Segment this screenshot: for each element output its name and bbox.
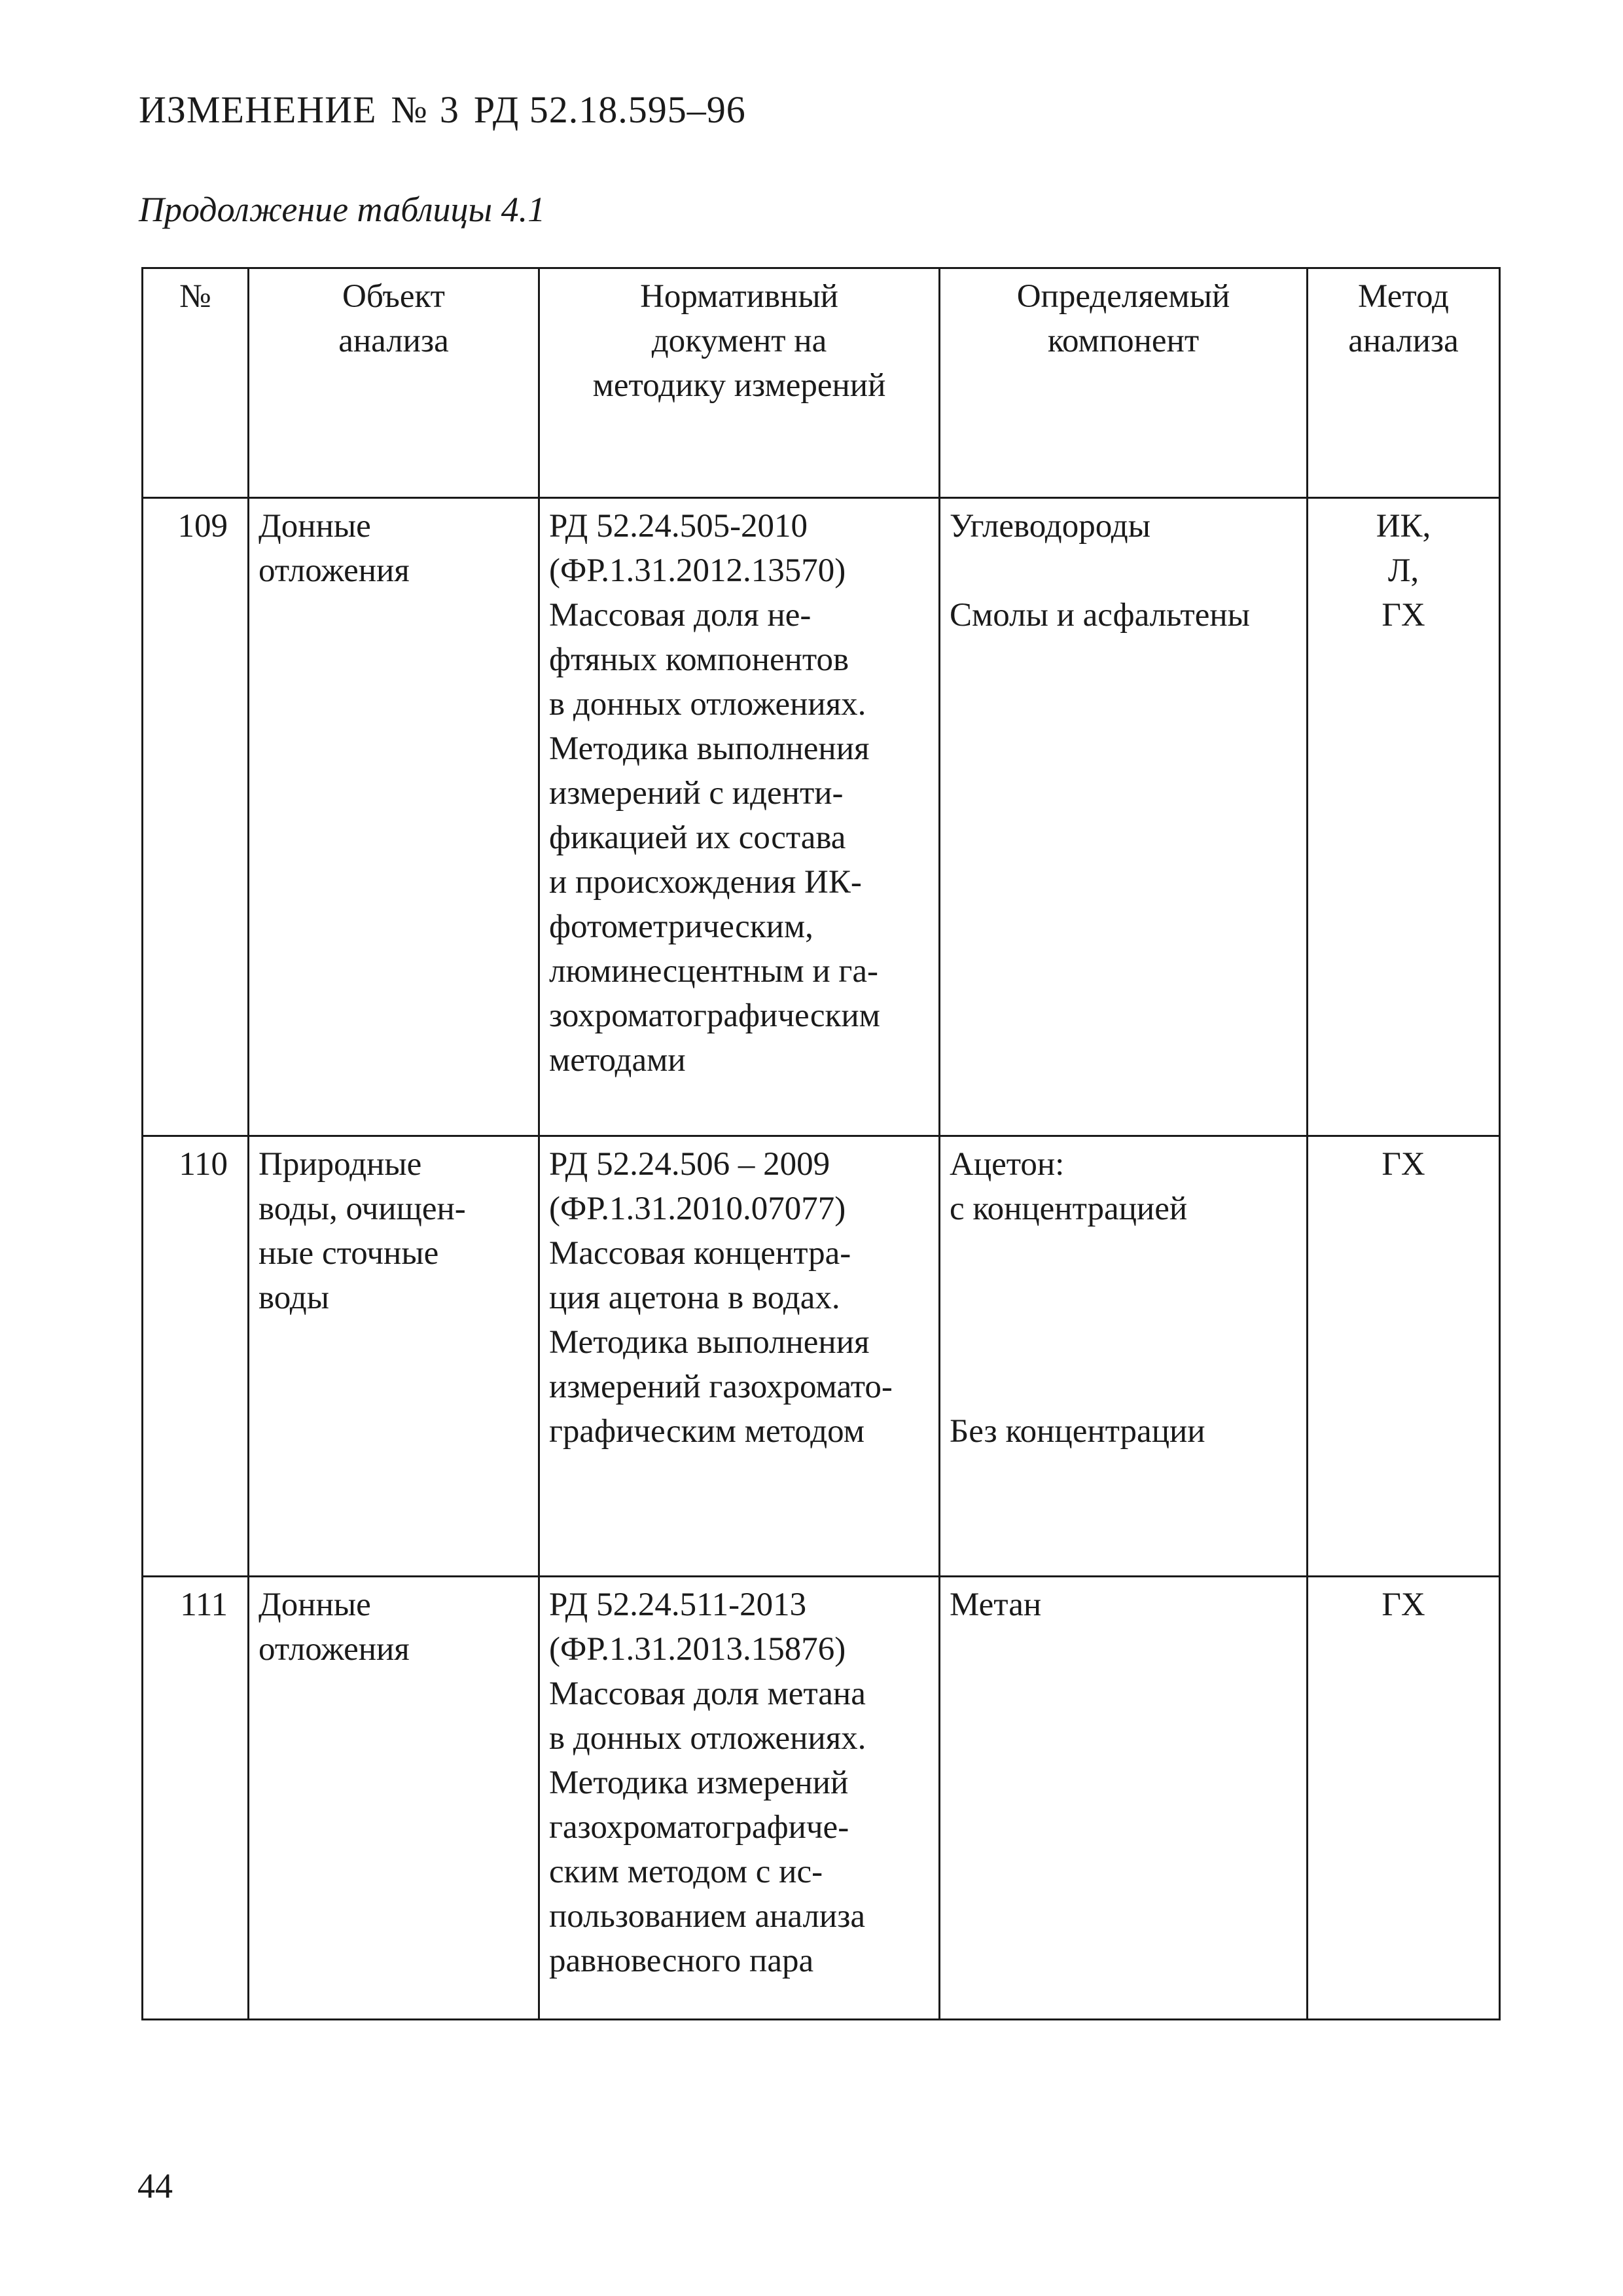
row-document: РД 52.24.506 – 2009 (ФР.1.31.2010.07077) Массовая концентра- ция ацетона в водах. Методика выполнения измерений газохромато- графическим методом (539, 1136, 940, 1577)
table-header-row (143, 268, 1500, 498)
row-number: 110 (143, 1136, 249, 1577)
table-row (143, 1577, 1500, 2020)
row-object: Донные отложения (249, 498, 539, 1136)
header-document-code: РД 52.18.595–96 (473, 88, 746, 131)
row-component: Углеводороды Смолы и асфальтены (940, 498, 1308, 1136)
row-document: РД 52.24.511-2013 (ФР.1.31.2013.15876) Массовая доля метана в донных отложениях. Методика измерений газохроматографиче- ским методом с ис- пользованием анализа равновесного пара (539, 1577, 940, 2020)
column-header-object: Объект анализа (249, 268, 539, 498)
row-document: РД 52.24.505-2010 (ФР.1.31.2012.13570) Массовая доля не- фтяных компонентов в донных отложениях. Методика выполнения измерений с иденти- фикацией их состава и происхождения ИК- фотометрическим, люминесцентным и га- зохроматографическим методами (539, 498, 940, 1136)
row-number: 109 (143, 498, 249, 1136)
page-number: 44 (137, 2166, 173, 2206)
table-caption: Продолжение таблицы 4.1 (139, 190, 546, 229)
row-number: 111 (143, 1577, 249, 2020)
column-header-component: Определяемый компонент (940, 268, 1308, 498)
header-title: ИЗМЕНЕНИЕ (139, 88, 377, 131)
table-row (143, 1136, 1500, 1577)
table-row (143, 498, 1500, 1136)
document-header (139, 84, 746, 136)
row-component: Ацетон: с концентрацией Без концентрации (940, 1136, 1308, 1577)
row-method: ИК, Л, ГХ (1308, 498, 1500, 1136)
row-component: Метан (940, 1577, 1308, 2020)
header-number-sign: № (391, 88, 428, 131)
methods-table (141, 267, 1501, 2020)
row-method: ГХ (1308, 1136, 1500, 1577)
row-object: Природные воды, очищен- ные сточные воды (249, 1136, 539, 1577)
column-header-method: Метод анализа (1308, 268, 1500, 498)
column-header-number: № (143, 268, 249, 498)
header-change-number: 3 (439, 88, 459, 131)
row-object: Донные отложения (249, 1577, 539, 2020)
row-method: ГХ (1308, 1577, 1500, 2020)
column-header-document: Нормативный документ на методику измерений (539, 268, 940, 498)
